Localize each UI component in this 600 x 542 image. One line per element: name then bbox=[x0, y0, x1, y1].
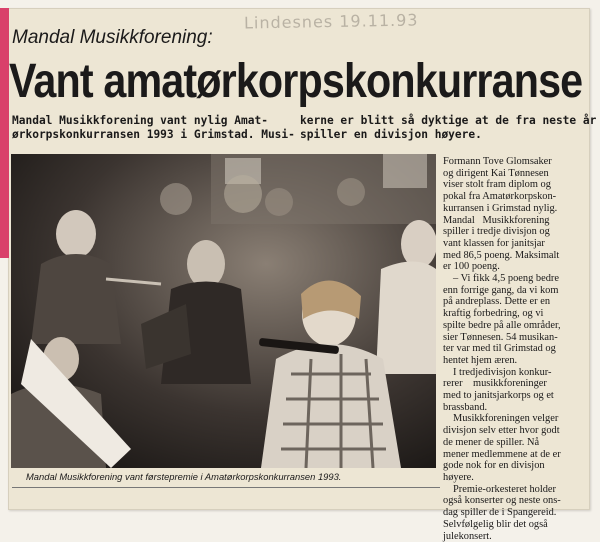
article-body bbox=[443, 156, 589, 542]
lead-text-right: kerne er blitt så dyktige at de fra neste spiller en divisjon høyere. bbox=[300, 114, 577, 142]
photo-caption: Mandal Musikkforening vant førstepremie i Amatørkorpskonkurransen 1993. bbox=[26, 471, 342, 482]
pink-edge-strip bbox=[0, 8, 9, 258]
article-paragraph: Premie-orkesteret holder også konserter og neste ons- dag spiller de i Spangereid. Selvfølgelig blir det også julekonsert. bbox=[443, 483, 561, 542]
band-photo bbox=[11, 154, 436, 468]
handwritten-note: Lindesnes 19.11.93 bbox=[243, 10, 419, 33]
band-photo-illustration bbox=[11, 154, 436, 468]
article-paragraph: Musikkforeningen velger divisjon selv etter hvor godt de mener de spiller. Nå mener medlemmene at de er gode nok for en divisjon høyere. bbox=[443, 413, 561, 483]
article-paragraph: Mandal Musikkforening spiller i tredje divisjon og vant klassen for janitsjar med 86,5 poeng. Maksimalt er 100 poeng. bbox=[443, 214, 560, 273]
article-paragraph: I tredjedivisjon konkur- rerer musikkforeninger med to janitsjarkorps og et brassband. bbox=[443, 366, 554, 413]
headline: Vant amatørkorpskonkurranse bbox=[9, 55, 583, 108]
article-paragraph: Formann Tove Glomsaker og dirigent Kai Tønnesen viser stolt fram diplom og pokal fra Amatørkorpskon- kurransen i Grimstad nylig. bbox=[443, 156, 558, 214]
caption-divider bbox=[12, 487, 440, 488]
article-paragraph: – Vi fikk 4,5 poeng bedre enn forrige gang, da vi kom på andreplass. Dette er en kraftig forbedring, og vi spilte bedre på alle områder, sier Tønnesen. 54 musikan- ter var med til Grimstad og hentet hjem æren. bbox=[443, 273, 561, 366]
kicker: Mandal Musikkforening: bbox=[12, 27, 213, 48]
lead-text-left: Mandal Musikkforening vant nylig Amat- ørkorpskonkurransen 1993 i Grimstad. Musi- bbox=[12, 114, 295, 142]
